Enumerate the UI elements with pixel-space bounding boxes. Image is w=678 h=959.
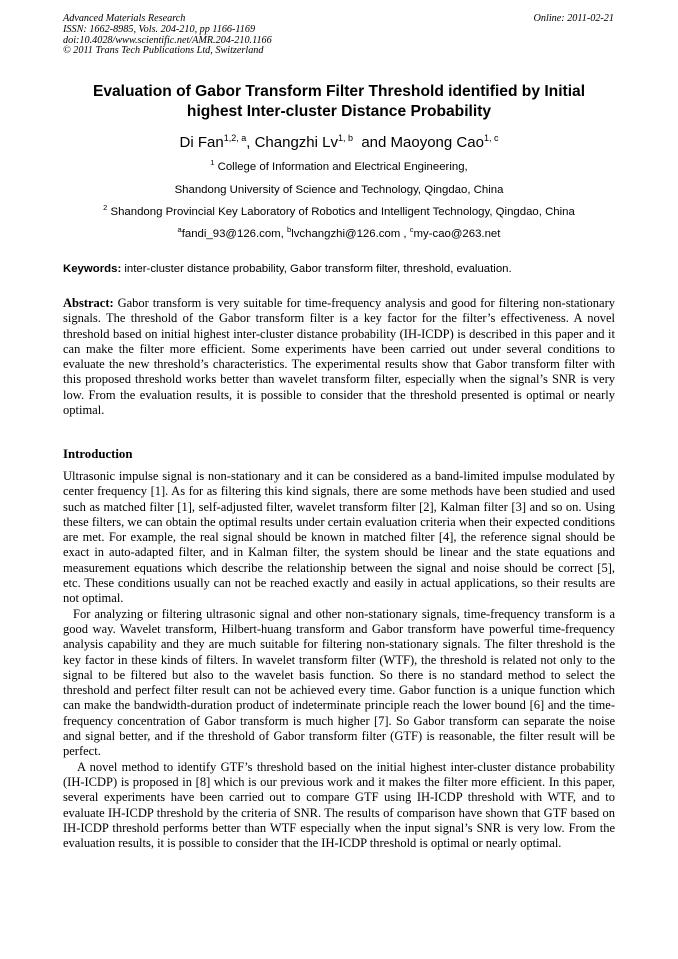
copyright-line: © 2011 Trans Tech Publications Ltd, Switzerland — [63, 45, 264, 57]
email-sup: a — [177, 225, 182, 234]
journal-name: Advanced Materials Research — [63, 13, 186, 24]
author-name: Maoyong Cao — [390, 134, 484, 151]
author-separator: and — [353, 134, 391, 151]
email-sup: c — [409, 225, 414, 234]
email-address[interactable]: my-cao@263.net — [413, 228, 501, 240]
keywords — [63, 262, 618, 276]
email-sup: b — [287, 225, 292, 234]
email-address[interactable]: lvchangzhi@126.com , — [291, 228, 410, 240]
affiliation-2 — [0, 205, 678, 219]
introduction-body — [63, 469, 615, 851]
email-address[interactable]: fandi_93@126.com, — [181, 228, 288, 240]
author-separator: , — [246, 134, 255, 151]
section-heading-introduction: Introduction — [63, 447, 133, 461]
author-list — [0, 134, 678, 152]
abstract-label: Abstract: — [63, 296, 114, 310]
paragraph: A novel method to identify GTF’s threshold based on the initial highest inter-cluster distance probability (IH-ICDP) is proposed in [8] which is our previous work and it makes the filter more efficient. In this paper, several experiments have been carried out to compare GTF using IH-ICDP threshold with WTF, and to evaluate IH-ICDP threshold by the criteria of SNR. The results of comparison have shown that GTF based on IH-ICDP threshold performs better than WTF especially when the input signal’s SNR is very low. From the evaluation results, it is possible to consider that the IH-ICDP threshold is optimal or nearly optimal. — [63, 759, 615, 851]
affiliation-sup: 2 — [103, 203, 108, 212]
author-sup: 1, b — [337, 133, 353, 143]
affiliation-1-cont — [0, 183, 678, 197]
doi-line: doi:10.4028/www.scientific.net/AMR.204-210.1166 — [63, 34, 272, 46]
affiliation-text: Shandong Provincial Key Laboratory of Robotics and Intelligent Technology, Qingdao, China — [107, 206, 575, 218]
affiliation-sup: 1 — [210, 158, 215, 167]
email-line — [0, 227, 678, 241]
online-date: Online: 2011-02-21 — [533, 13, 614, 24]
paper-title — [62, 82, 616, 122]
affiliation-text: Shandong University of Science and Technology, Qingdao, China — [174, 184, 504, 196]
abstract — [63, 296, 615, 418]
publication-info — [63, 14, 272, 57]
title-line-1: Evaluation of Gabor Transform Filter Threshold identified by Initial — [92, 83, 586, 100]
keywords-label: Keywords: — [63, 263, 122, 275]
abstract-text: Gabor transform is very suitable for time-frequency analysis and good for filtering non-stationary signals. The threshold of the Gabor transform filter is a key factor for the filter’s effectiveness. A novel threshold based on initial highest inter-cluster distance probability (IH-ICDP) is described in this paper and it can make the filter more efficient. Some experiments have been carried out under several conditions to evaluate the new threshold’s characteristics. The experimental results show that Gabor transform filter with this proposed threshold works better than wavelet transform filter, especially when the signal’s SNR is very low. From the evaluation results, it is possible to consider that the threshold presented is optimal or nearly optimal. — [63, 296, 615, 417]
affiliation-1 — [0, 160, 678, 174]
keywords-text: inter-cluster distance probability, Gabor transform filter, threshold, evaluation. — [121, 263, 512, 275]
author-name: Di Fan — [179, 134, 224, 151]
title-line-2: highest Inter-cluster Distance Probability — [186, 103, 492, 120]
paragraph: For analyzing or filtering ultrasonic signal and other non-stationary signals, time-frequency transform is a good way. Wavelet transform, Hilbert-huang transform and Gabor transform have powerful time-frequency analysis capability and they are much suitable for filtering non-stationary signals. The filter threshold is the key factor in these kinds of filters. In wavelet transform filter (WTF), the threshold is related not only to the signal to be filtered but also to the wavelet basis function. So there is no standard method to select the threshold and perfect filter result can not be achieved every time. Gabor function is a unique function which can make the bandwidth-duration product of indeterminate principle reach the lower bound [6] and the time-frequency concentration of Gabor transform is much higher [7]. So Gabor transform can separate the noise and signal better, and if the threshold of Gabor transform filter (GTF) is reasonable, the filter result will be perfect. — [63, 606, 615, 759]
paragraph: Ultrasonic impulse signal is non-stationary and it can be considered as a band-limited impulse modulated by center frequency [1]. As for as filtering this kind signals, there are some methods have been studied and used such as matched filter [1], self-adjusted filter, wavelet transform filter [2], Kalman filter [3] and so on. Using these filters, we can obtain the optimal results under certain evaluation criteria when their expected conditions are met. For example, the real signal should be known in matched filter [4], the reference signal should be exact in auto-adapted filter, and in Kalman filter, the system should be linear and the state equations and measurement equations which describe the relationship between the signal and noise should be correct [5], etc. These conditions usually can not be reached exactly and easily in actual applications, so their results are not optimal. — [63, 469, 615, 606]
affiliation-text: College of Information and Electrical Engineering, — [214, 161, 468, 173]
author-sup: 1,2, a — [223, 133, 247, 143]
author-name: Changzhi Lv — [254, 134, 338, 151]
author-sup: 1, c — [483, 133, 499, 143]
issn-line: ISSN: 1662-8985, Vols. 204-210, pp 1166-1169 — [63, 23, 256, 35]
